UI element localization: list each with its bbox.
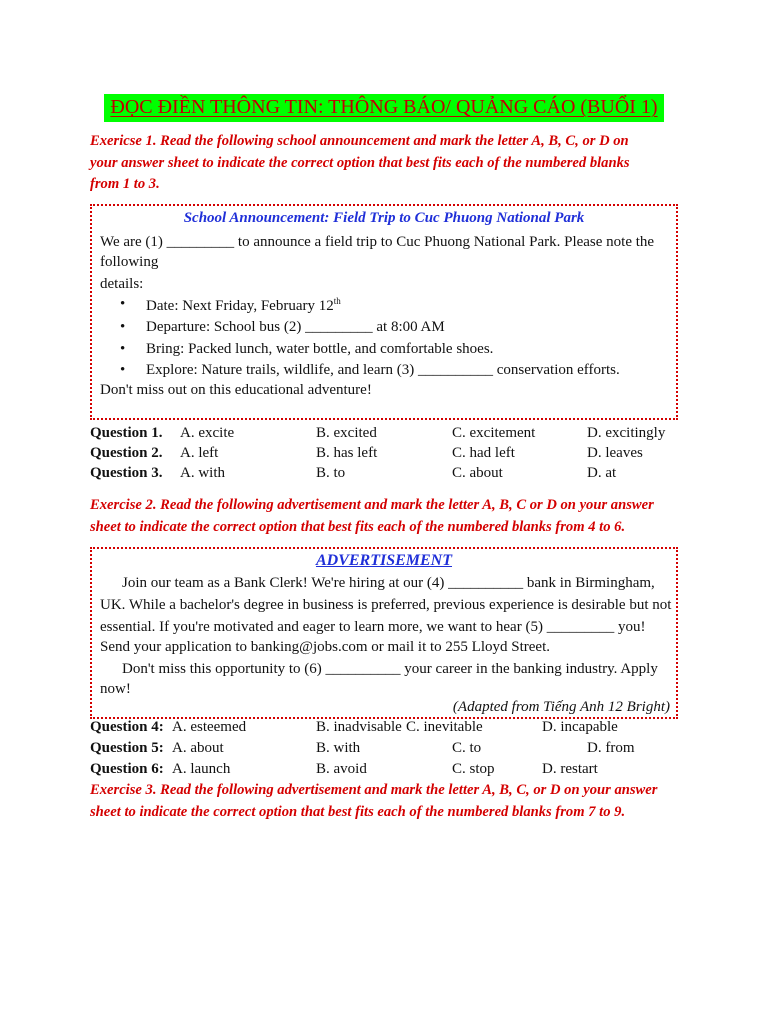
advertisement-line: now! [100,681,131,697]
advertisement-line: Send your application to banking@jobs.com or mail it to 255 Lloyd Street. [100,639,550,655]
option-b: B. excited [316,425,377,441]
announcement-title: School Announcement: Field Trip to Cuc Phuong National Park [183,210,585,226]
option-c: C. to [452,740,482,756]
bullet-dot: • [120,341,126,357]
advertisement-line: UK. While a bachelor's degree in business is preferred, previous experience is desirable but not [100,597,672,613]
announcement-box [90,204,678,420]
instruction-line: your answer sheet to indicate the correct option that best fits each of the numbered blanks [90,154,630,171]
option-d: D. restart [542,761,598,777]
option-c: C. stop [452,761,495,777]
question-label: Question 1. [90,425,163,441]
option-b: B. has left [316,445,378,461]
bullet-dot: • [120,319,126,335]
advertisement-line: essential. If you're motivated and eager to learn more, we want to hear (5) _________ you! [100,619,646,635]
advertisement-line: Join our team as a Bank Clerk! We're hiring at our (4) __________ bank in Birmingham, [122,575,655,591]
advertisement-title: ADVERTISEMENT [315,552,453,569]
option-b: B. inadvisable [316,719,402,735]
question-row [90,740,690,760]
option-a: A. left [180,445,219,461]
announcement-line: details: [100,276,144,292]
question-row [90,719,690,739]
page-title-wrap [0,94,768,122]
option-a: A. about [172,740,224,756]
option-c: C. inevitable [406,719,483,735]
bullet-text: Bring: Packed lunch, water bottle, and comfortable shoes. [146,341,494,357]
question-row [90,761,690,781]
bullet-text: Date: Next Friday, February 12 [146,298,334,314]
bullet-text: Departure: School bus (2) _________ at 8:00 AM [146,319,445,335]
question-row [90,425,690,445]
bullet-dot: • [120,296,126,312]
option-c: C. had left [452,445,515,461]
instruction-line: sheet to indicate the correct option that best fits each of the numbered blanks from 7 to 9. [90,803,626,820]
advertisement-source: (Adapted from Tiếng Anh 12 Bright) [452,699,670,715]
exercise-2-instructions [90,495,690,538]
option-d: D. incapable [542,719,618,735]
announcement-closing: Don't miss out on this educational adventure! [100,382,372,398]
announcement-line: following [100,254,159,270]
option-d: D. from [587,740,635,756]
exercise-3-instructions [90,780,690,823]
page-title: ĐỌC ĐIỀN THÔNG TIN: THÔNG BÁO/ QUẢNG CÁO (BUỔI 1) [104,94,663,122]
exercise-1-instructions [90,131,690,196]
question-label: Question 5: [90,740,164,756]
advertisement-line: Don't miss this opportunity to (6) __________ your career in the banking industry. Apply [122,661,658,677]
question-row [90,465,690,485]
instruction-line: from 1 to 3. [90,176,160,192]
option-a: A. esteemed [172,719,247,735]
question-label: Question 4: [90,719,164,735]
option-b: B. to [316,465,346,481]
option-d: D. at [587,465,617,481]
option-d: D. leaves [587,445,643,461]
bullet-text: Explore: Nature trails, wildlife, and learn (3) __________ conservation efforts. [146,362,620,378]
option-a: A. launch [172,761,231,777]
option-c: C. excitement [452,425,536,441]
option-a: A. excite [180,425,235,441]
option-b: B. with [316,740,361,756]
instruction-line: Exercise 3. Read the following advertisement and mark the letter A, B, C, or D on your answer [90,782,658,798]
instruction-line: Exercise 2. Read the following advertisement and mark the letter A, B, C or D on your answer [90,497,654,513]
option-b: B. avoid [316,761,367,777]
question-label: Question 6: [90,761,164,777]
bullet-dot: • [120,362,126,378]
question-label: Question 2. [90,445,163,461]
instruction-line: Exericse 1. Read the following school announcement and mark the letter A, B, C, or D on [90,133,629,149]
advertisement-box [90,547,678,719]
option-c: C. about [452,465,503,481]
option-d: D. excitingly [587,425,666,441]
instruction-line: sheet to indicate the correct option that best fits each of the numbered blanks from 4 to 6. [90,518,626,535]
option-a: A. with [180,465,225,481]
announcement-line: We are (1) _________ to announce a field trip to Cuc Phuong National Park. Please note the [100,234,655,250]
question-label: Question 3. [90,465,163,481]
bullet-sup: th [333,296,341,306]
question-row [90,445,690,465]
